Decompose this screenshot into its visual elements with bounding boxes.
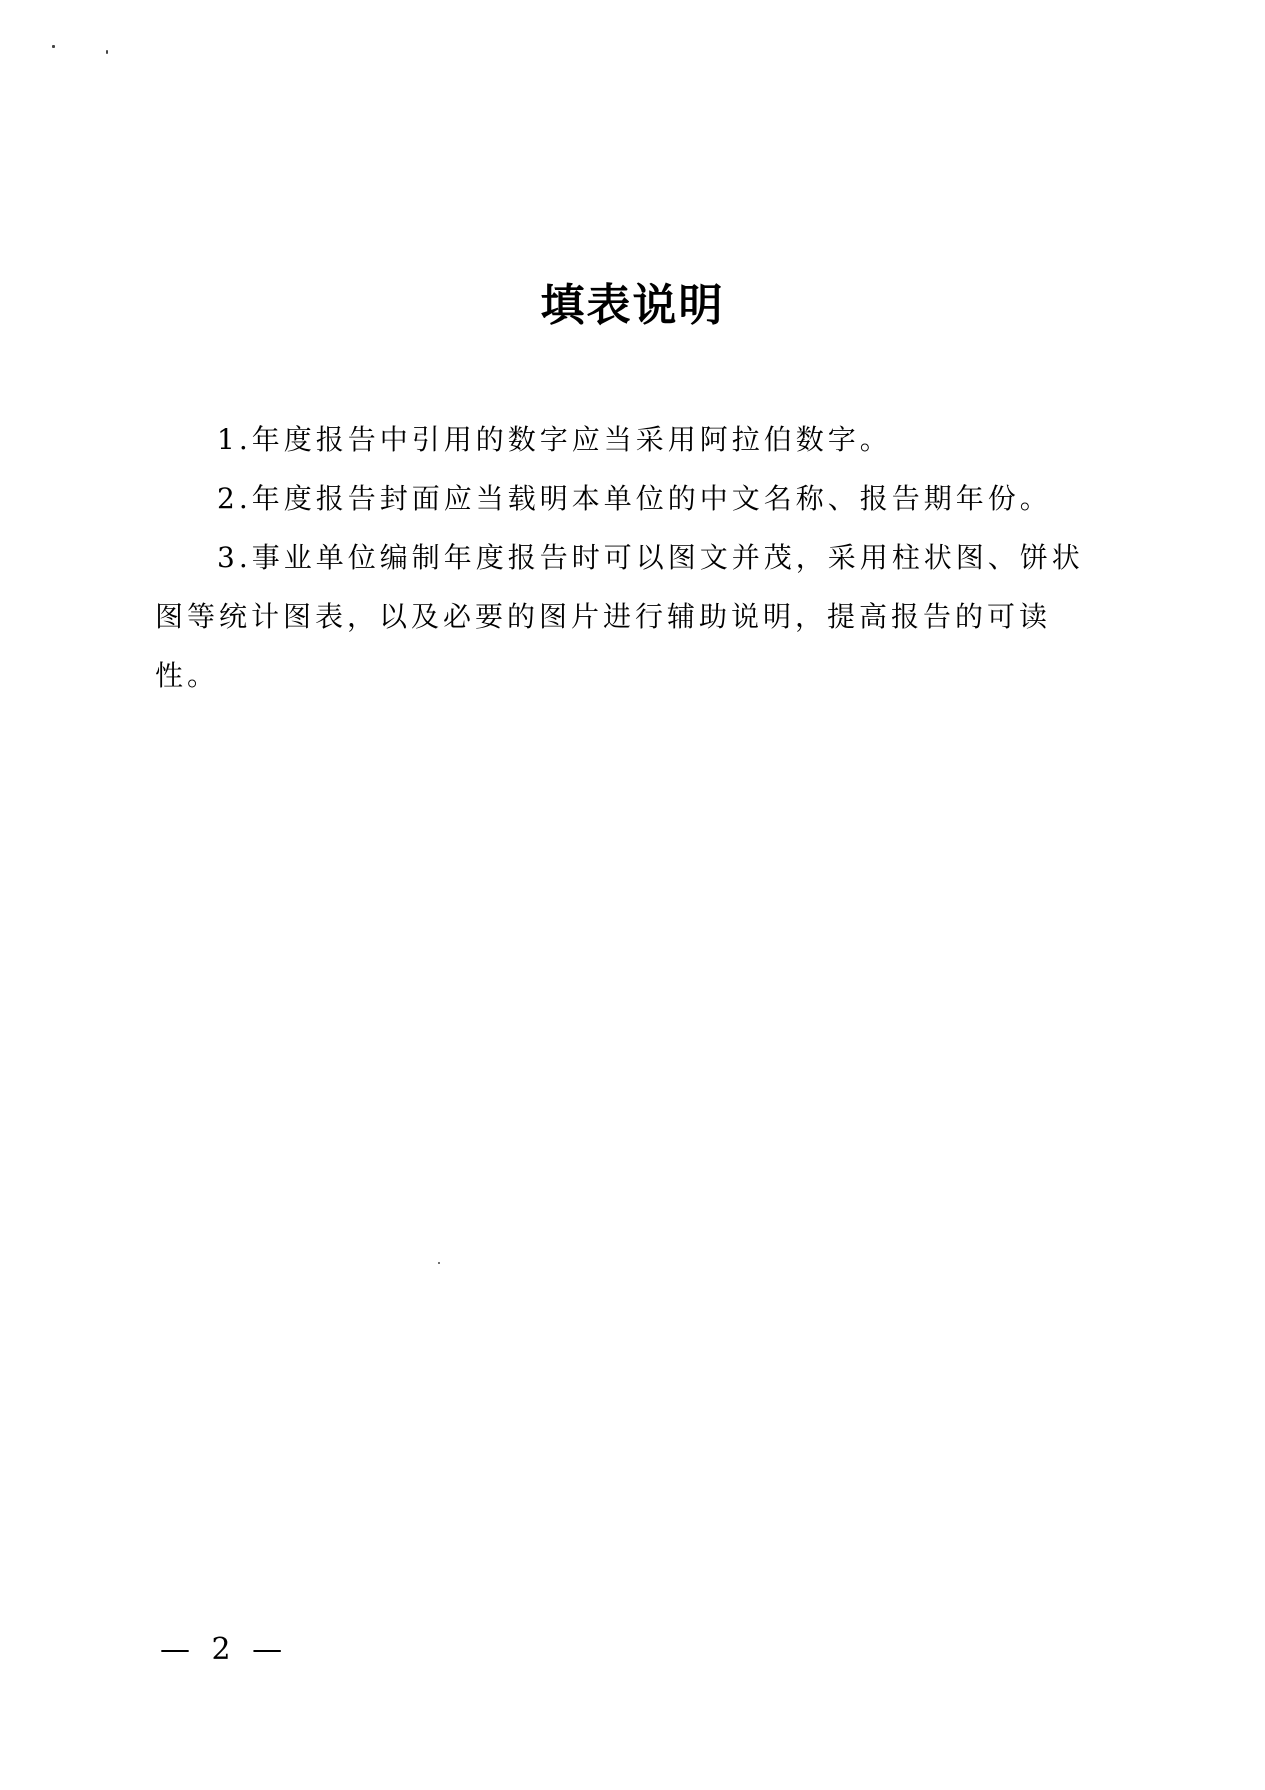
instruction-item-2: 2.年度报告封面应当载明本单位的中文名称、报告期年份。 xyxy=(217,482,1052,515)
instruction-item-1: 1.年度报告中引用的数字应当采用阿拉伯数字。 xyxy=(217,423,892,456)
page-number: — 2 — xyxy=(160,1632,289,1667)
scan-speck xyxy=(52,45,55,48)
instruction-item-3: 3.事业单位编制年度报告时可以图文并茂，采用柱状图、饼状图等统计图表，以及必要的图片进行辅助说明，提高报告的可读性。 xyxy=(155,541,1084,692)
instructions-body xyxy=(155,410,1110,705)
page-title: 填表说明 xyxy=(540,280,725,331)
scan-speck xyxy=(106,50,108,54)
scan-speck xyxy=(438,1262,440,1264)
